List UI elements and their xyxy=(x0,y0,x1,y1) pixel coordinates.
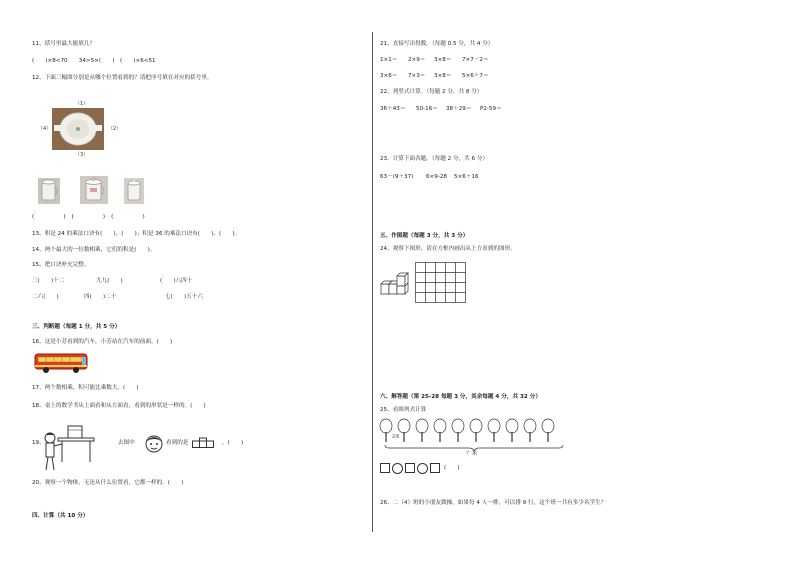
tree-icon xyxy=(416,419,428,442)
column-divider xyxy=(372,32,373,532)
q26: 26、二（4）班的小朋友做操，如果每 4 人一排，可以排 9 行，这个班一共有多少名学生？ xyxy=(380,500,607,506)
cartoon-boy-face-image xyxy=(144,433,164,453)
answer-grid xyxy=(415,262,467,304)
q22-a: 36＋43＝ xyxy=(380,106,406,112)
tree-icon xyxy=(434,419,446,442)
q21-r1-a: 1×1＝ xyxy=(380,57,398,63)
tree-icon xyxy=(452,419,464,442)
q15-row1-c: ( )八四十 xyxy=(160,278,193,284)
boy-at-table-image xyxy=(40,420,98,474)
q21-r1-b: 2×9＝ xyxy=(408,57,426,63)
q12-label-2: （2） xyxy=(108,126,122,132)
q12-answer-blanks: ( )( )( ) xyxy=(32,214,151,220)
q15-row2-b: 四( )二十 xyxy=(84,294,117,300)
q12-label-4: （4） xyxy=(38,126,52,132)
q21-r2-c: 3×8＝ xyxy=(434,73,452,79)
q21-r1-c: 3×8＝ xyxy=(434,57,452,63)
q19-shape-view xyxy=(192,438,216,448)
formula-box-1 xyxy=(380,463,390,473)
q22-b: 50-16＝ xyxy=(416,106,438,112)
tree-icon xyxy=(506,419,518,442)
q11-line: ( )×8<70 34>5×( ) ( )×6<51 xyxy=(32,58,156,64)
q12-title: 12、下面三幅图分别是从哪个位置看到的？请把序号填在对应的括号里。 xyxy=(32,75,213,81)
q21-r2-d: 5×6＋7＝ xyxy=(462,73,489,79)
tree-icon xyxy=(488,419,500,442)
q22-d: P2-59＝ xyxy=(480,106,502,112)
q11-title: 11、括号里最大能填几？ xyxy=(32,41,96,47)
q25-title: 25、看图列式计算 xyxy=(380,407,427,413)
bus-image xyxy=(34,352,88,374)
tree-icon xyxy=(398,419,410,442)
q15-row2-c: 七( )五十六 xyxy=(165,294,203,300)
formula-operator-1 xyxy=(392,463,403,474)
q23-a: 63－(9＋37) xyxy=(380,174,414,180)
q21-r2-b: 7×3＝ xyxy=(408,73,426,79)
q22-title: 22、列竖式计算。（每题 2 分，共 8 分） xyxy=(380,89,483,95)
q17: 17、两个数相乘，积可能比乘数大。( ) xyxy=(32,385,139,391)
q19-blank: 。( ) xyxy=(222,440,244,446)
q14: 14、两个最大的一位数相乘，它们的积是( )。 xyxy=(32,247,156,253)
q15-row1-b: 九九( ) xyxy=(96,278,123,284)
section6-heading: 六、解答题（第 25-28 每题 3 分，其余每题 4 分，共 32 分） xyxy=(380,394,541,400)
q19-from-label: 去图中 xyxy=(118,440,135,446)
q21-title: 21、直接写出得数。（每题 0.5 分，共 4 分） xyxy=(380,41,494,47)
q12-label-3: （3） xyxy=(75,152,89,158)
q18: 18、桌上的数学书从上面看和从左面看，看到的形状是一样的。( ) xyxy=(32,403,206,409)
q21-r2-a: 3×6＝ xyxy=(380,73,398,79)
tree-icon xyxy=(524,419,536,442)
q19-seen-label: 看到的是 xyxy=(166,440,189,446)
cup-photo-3 xyxy=(124,178,144,204)
q23-c: 5×6＋16 xyxy=(454,174,479,180)
q19-number: 19、 xyxy=(32,440,45,446)
q25-question: ？米 xyxy=(466,451,478,457)
q15-row1-a: 三( )十二 xyxy=(32,278,65,284)
formula-operator-2 xyxy=(417,463,428,474)
formula-box-3 xyxy=(430,463,440,473)
section3-heading: 三、判断题（每题 1 分，共 5 分） xyxy=(32,324,121,330)
q13: 13、积是 24 的乘法口诀有( )、( )；积是 36 的乘法口诀有( )、( )。 xyxy=(32,231,241,237)
q15-row2-a: 二六( ) xyxy=(32,294,59,300)
tree-icon xyxy=(380,419,392,442)
q24: 24、观察下图形，请在方框内画出从上方看到的图形。 xyxy=(380,246,516,252)
q15-title: 15、把口诀补充完整。 xyxy=(32,262,90,268)
cube-stack-figure xyxy=(380,272,412,296)
q23-b: 6×9-28 xyxy=(426,174,447,180)
q21-r1-d: 7×7－2＝ xyxy=(462,57,489,63)
cup-photo-2 xyxy=(80,176,108,204)
q25-blank: ( ) xyxy=(444,465,460,471)
q23-title: 23、计算下面各题。（每题 2 分，共 6 分） xyxy=(380,156,489,162)
q16: 16、这是小芳看到的汽车，小芳站在汽车的前面。( ) xyxy=(32,339,173,345)
section5-heading: 五、作图题（每题 3 分，共 3 分） xyxy=(380,233,469,239)
q22-c: 38＋29＝ xyxy=(446,106,472,112)
formula-box-2 xyxy=(405,463,415,473)
tree-icon xyxy=(470,419,482,442)
q20: 20、观察一个物体，无论从什么位置看，它都一样的。( ) xyxy=(32,480,184,486)
tree-icon xyxy=(542,419,554,442)
q12-label-1: （1） xyxy=(75,101,89,107)
cup-photo-1 xyxy=(38,178,60,204)
q25-tag: 3米 xyxy=(392,435,400,440)
section4-heading: 四、计算（共 10 分） xyxy=(32,513,89,519)
cup-top-view-image xyxy=(52,108,104,150)
